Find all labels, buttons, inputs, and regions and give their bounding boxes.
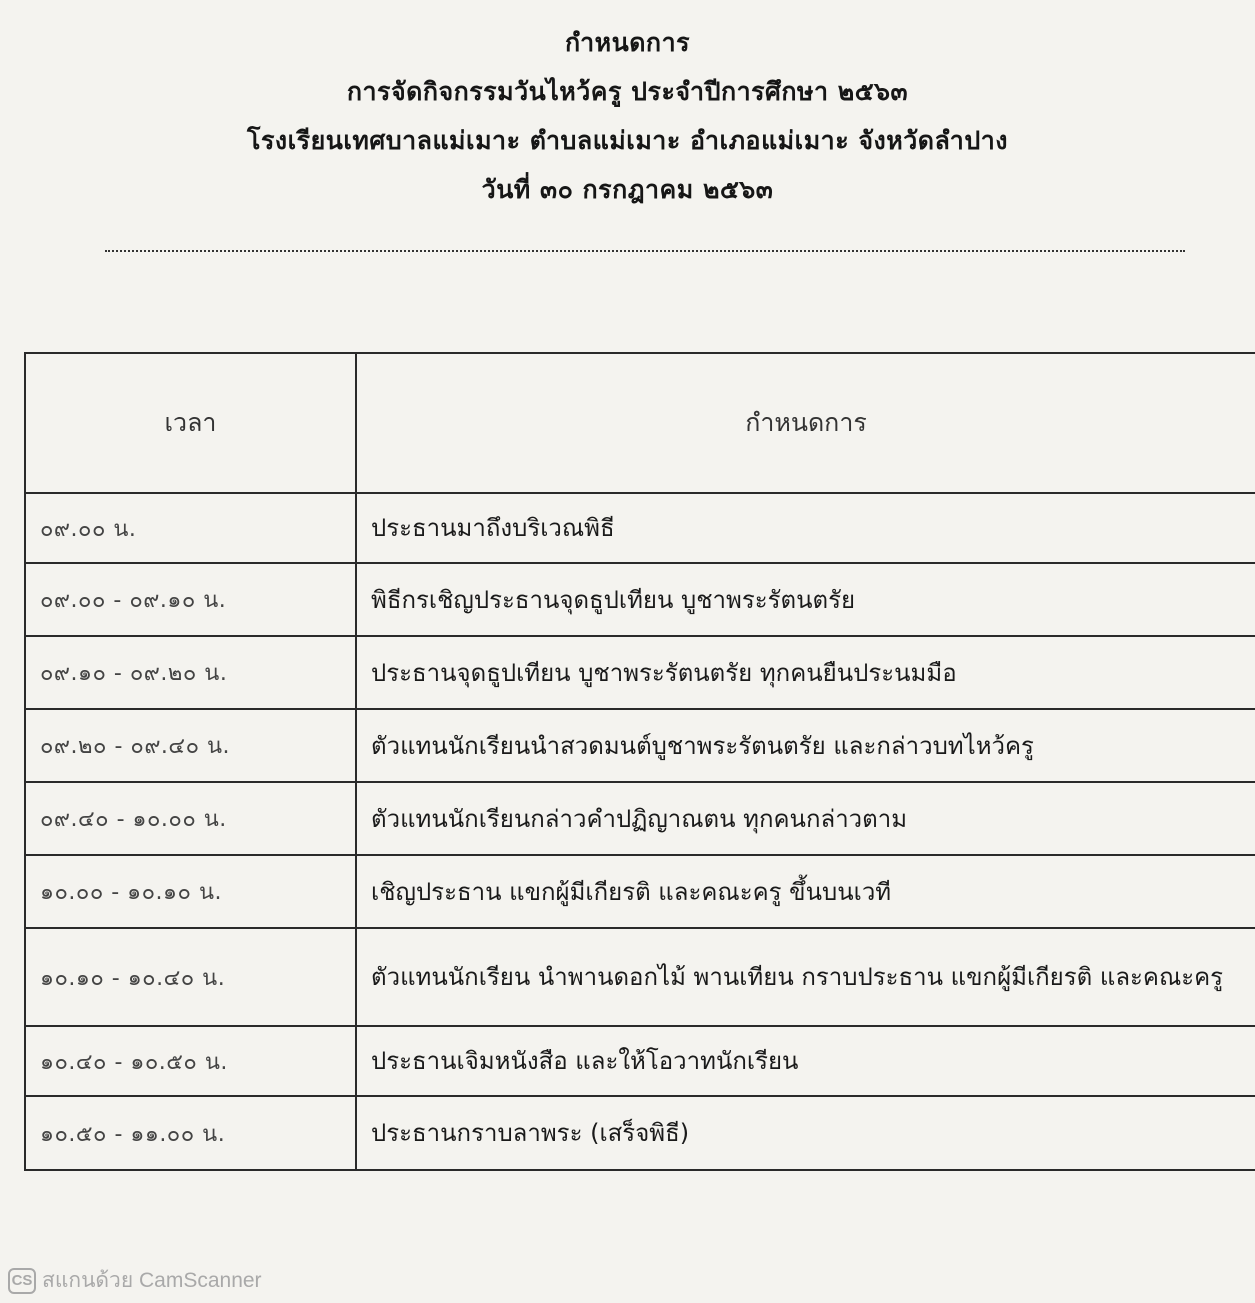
row-agenda: ประธานกราบลาพระ (เสร็จพิธี) <box>356 1096 1255 1170</box>
row-agenda: ประธานจุดธูปเทียน บูชาพระรัตนตรัย ทุกคนยืนประนมมือ <box>356 636 1255 709</box>
document-subtitle: การจัดกิจกรรมวันไหว้ครู ประจำปีการศึกษา ๒๕๖๓ <box>346 77 909 106</box>
camscanner-logo-icon: CS <box>8 1268 36 1294</box>
column-header-agenda: กำหนดการ <box>356 353 1255 493</box>
row-time: ๐๙.๑๐ - ๐๙.๒๐ น. <box>25 636 356 709</box>
dotted-divider <box>105 250 1185 252</box>
document-header <box>0 18 1255 214</box>
row-agenda: ตัวแทนนักเรียน นำพานดอกไม้ พานเทียน กราบประธาน แขกผู้มีเกียรติ และคณะครู <box>356 928 1255 1026</box>
document-title: กำหนดการ <box>564 28 691 57</box>
row-time: ๑๐.๐๐ - ๑๐.๑๐ น. <box>25 855 356 928</box>
table-row <box>25 928 1255 1026</box>
row-agenda: ตัวแทนนักเรียนนำสวดมนต์บูชาพระรัตนตรัย และกล่าวบทไหว้ครู <box>356 709 1255 782</box>
row-time: ๐๙.๐๐ น. <box>25 493 356 563</box>
table-row <box>25 1026 1255 1096</box>
row-agenda: พิธีกรเชิญประธานจุดธูปเทียน บูชาพระรัตนตรัย <box>356 563 1255 636</box>
column-header-time: เวลา <box>25 353 356 493</box>
row-time: ๑๐.๔๐ - ๑๐.๕๐ น. <box>25 1026 356 1096</box>
document-date: วันที่ ๓๐ กรกฎาคม ๒๕๖๓ <box>481 175 774 204</box>
table-header-row <box>25 353 1255 493</box>
document-location: โรงเรียนเทศบาลแม่เมาะ ตำบลแม่เมาะ อำเภอแม่เมาะ จังหวัดลำปาง <box>247 126 1008 155</box>
row-agenda: เชิญประธาน แขกผู้มีเกียรติ และคณะครู ขึ้นบนเวที <box>356 855 1255 928</box>
schedule-table <box>24 352 1255 1171</box>
row-time: ๐๙.๔๐ - ๑๐.๐๐ น. <box>25 782 356 855</box>
table-row <box>25 636 1255 709</box>
row-agenda: ประธานเจิมหนังสือ และให้โอวาทนักเรียน <box>356 1026 1255 1096</box>
row-time: ๑๐.๑๐ - ๑๐.๔๐ น. <box>25 928 356 1026</box>
row-agenda: ประธานมาถึงบริเวณพิธี <box>356 493 1255 563</box>
table-row <box>25 563 1255 636</box>
row-time: ๐๙.๒๐ - ๐๙.๔๐ น. <box>25 709 356 782</box>
table-row <box>25 782 1255 855</box>
row-time: ๑๐.๕๐ - ๑๑.๐๐ น. <box>25 1096 356 1170</box>
table-row <box>25 855 1255 928</box>
camscanner-watermark <box>8 1264 262 1297</box>
row-agenda: ตัวแทนนักเรียนกล่าวคำปฏิญาณตน ทุกคนกล่าวตาม <box>356 782 1255 855</box>
table-row <box>25 1096 1255 1170</box>
row-time: ๐๙.๐๐ - ๐๙.๑๐ น. <box>25 563 356 636</box>
table-row <box>25 493 1255 563</box>
watermark-text: สแกนด้วย CamScanner <box>42 1269 262 1292</box>
table-row <box>25 709 1255 782</box>
